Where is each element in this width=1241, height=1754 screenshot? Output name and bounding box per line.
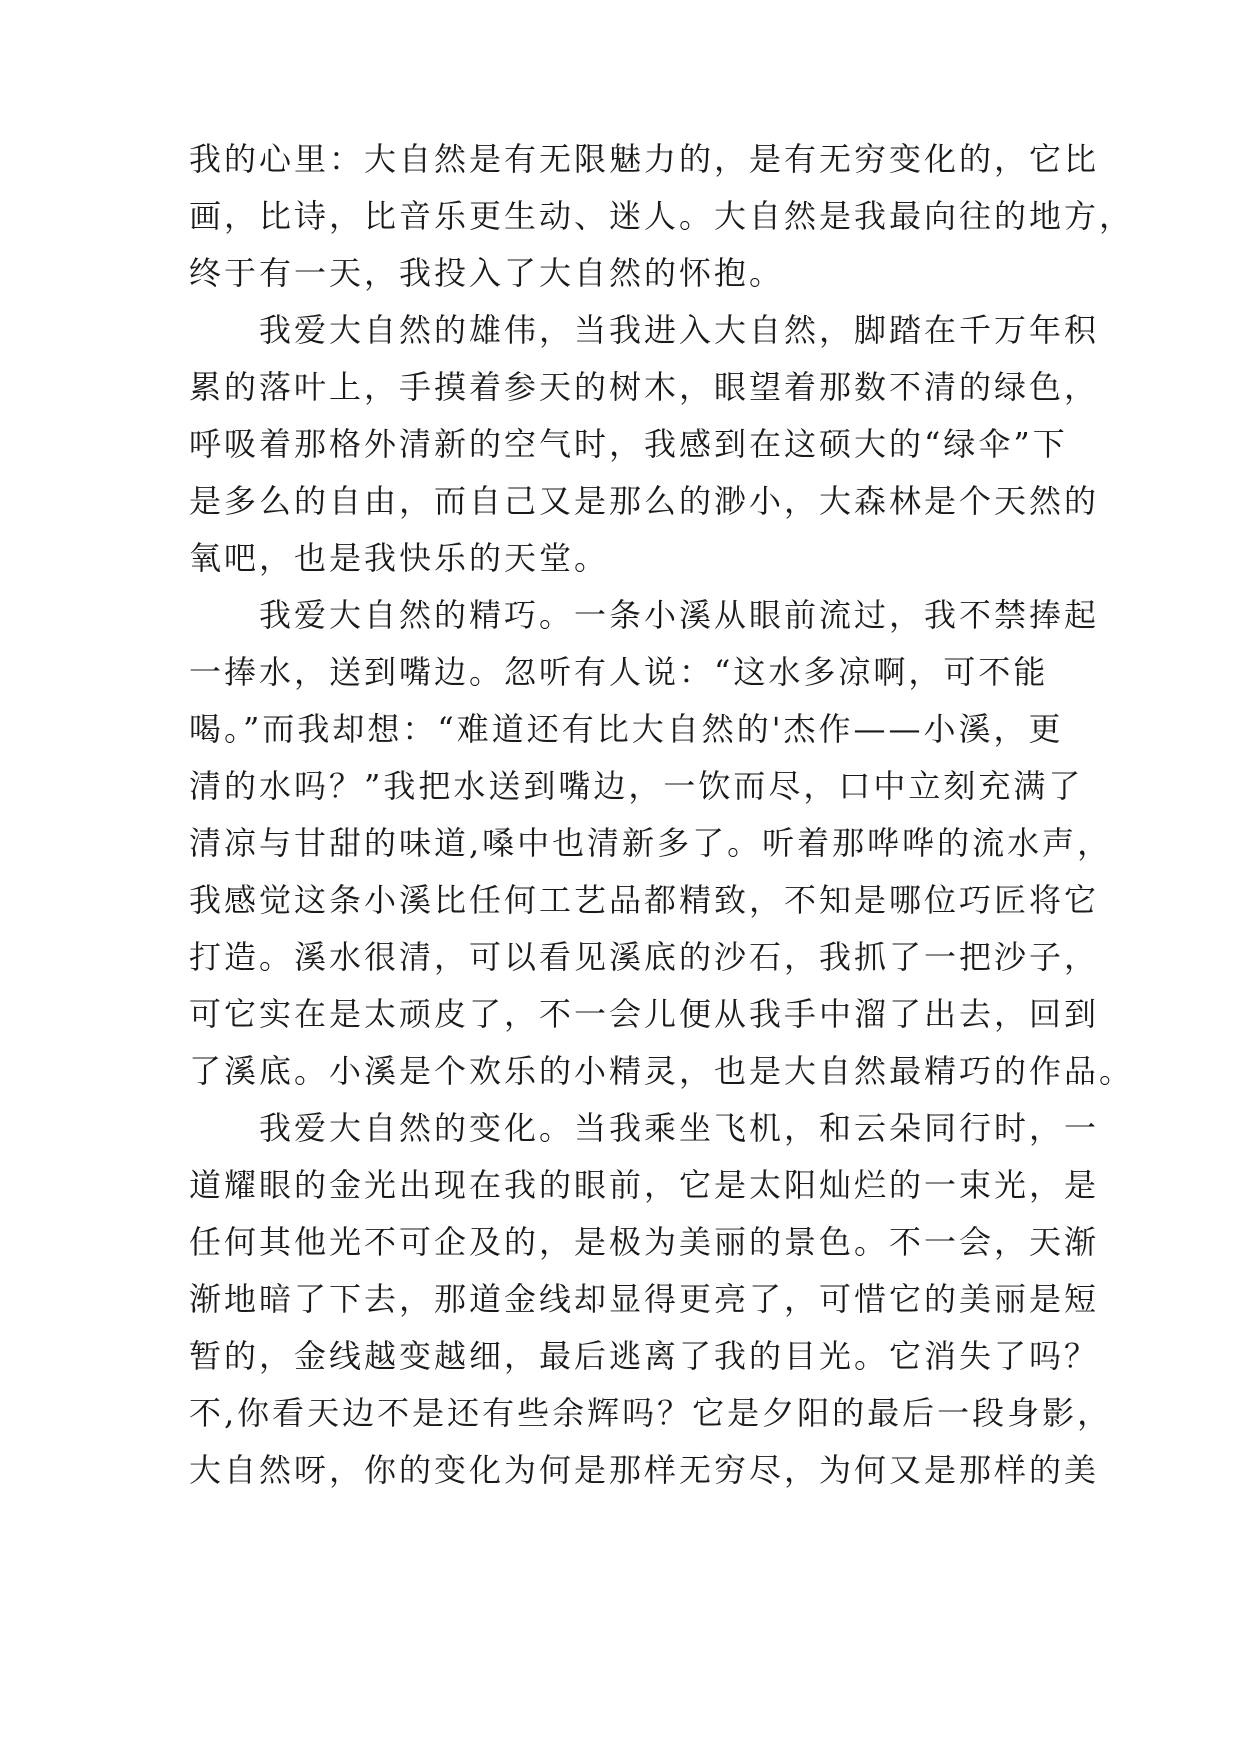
text-line: 可它实在是太顽皮了，不一会儿便从我手中溜了出去，回到 [189,995,1100,1033]
text-line: 我的心里：大自然是有无限魅力的，是有无穷变化的，它比 [189,140,1100,178]
text-line: 我感觉这条小溪比任何工艺品都精致，不知是哪位巧匠将它 [189,881,1100,919]
paragraph-grandeur [189,302,1100,587]
paragraph-change [189,1100,1113,1499]
text-line: 道耀眼的金光出现在我的眼前，它是太阳灿烂的一束光，是 [189,1166,1100,1204]
text-line: 呼吸着那格外清新的空气时，我感到在这硕大的“绿伞”下 [189,425,1068,463]
essay-body [189,131,1135,1499]
text-line: 一捧水，送到嘴边。忽听有人说：“这水多凉啊，可不能 [189,653,1049,691]
text-line: 渐地暗了下去，那道金线却显得更亮了，可惜它的美丽是短 [189,1280,1100,1318]
text-line: 喝。”而我却想：“难道还有比大自然的'杰作——小溪，更 [189,710,1064,748]
paragraph-delicacy [189,587,1135,1100]
text-line: 是多么的自由，而自己又是那么的渺小，大森林是个天然的 [189,482,1100,520]
text-line: 累的落叶上，手摸着参天的树木，眼望着那数不清的绿色， [189,368,1100,406]
text-line: 大自然呀，你的变化为何是那样无穷尽，为何又是那样的美 [189,1451,1100,1489]
text-line: 暂的，金线越变越细，最后逃离了我的目光。它消失了吗？ [189,1337,1100,1375]
text-line: 打造。溪水很清，可以看见溪底的沙石，我抓了一把沙子， [189,938,1100,976]
paragraph-intro [189,131,1135,302]
text-line: 了溪底。小溪是个欢乐的小精灵，也是大自然最精巧的作品。 [189,1052,1135,1090]
text-line: 氧吧，也是我快乐的天堂。 [189,539,610,577]
text-line: 我爱大自然的变化。当我乘坐飞机，和云朵同行时，一 [259,1109,1100,1147]
text-line: 清凉与甘甜的味道,嗓中也清新多了。听着那哗哗的流水声， [189,824,1113,862]
text-line: 我爱大自然的雄伟，当我进入大自然，脚踏在千万年积 [259,311,1100,349]
text-line: 画，比诗，比音乐更生动、迷人。大自然是我最向往的地方， [189,197,1135,235]
text-line: 任何其他光不可企及的，是极为美丽的景色。不一会，天渐 [189,1223,1100,1261]
text-line: 我爱大自然的精巧。一条小溪从眼前流过，我不禁捧起 [259,596,1100,634]
text-line: 终于有一天，我投入了大自然的怀抱。 [189,254,785,292]
text-line: 不,你看天边不是还有些余辉吗？它是夕阳的最后一段身影， [189,1394,1113,1432]
text-line: 清的水吗？”我把水送到嘴边，一饮而尽，口中立刻充满了 [189,767,1084,805]
